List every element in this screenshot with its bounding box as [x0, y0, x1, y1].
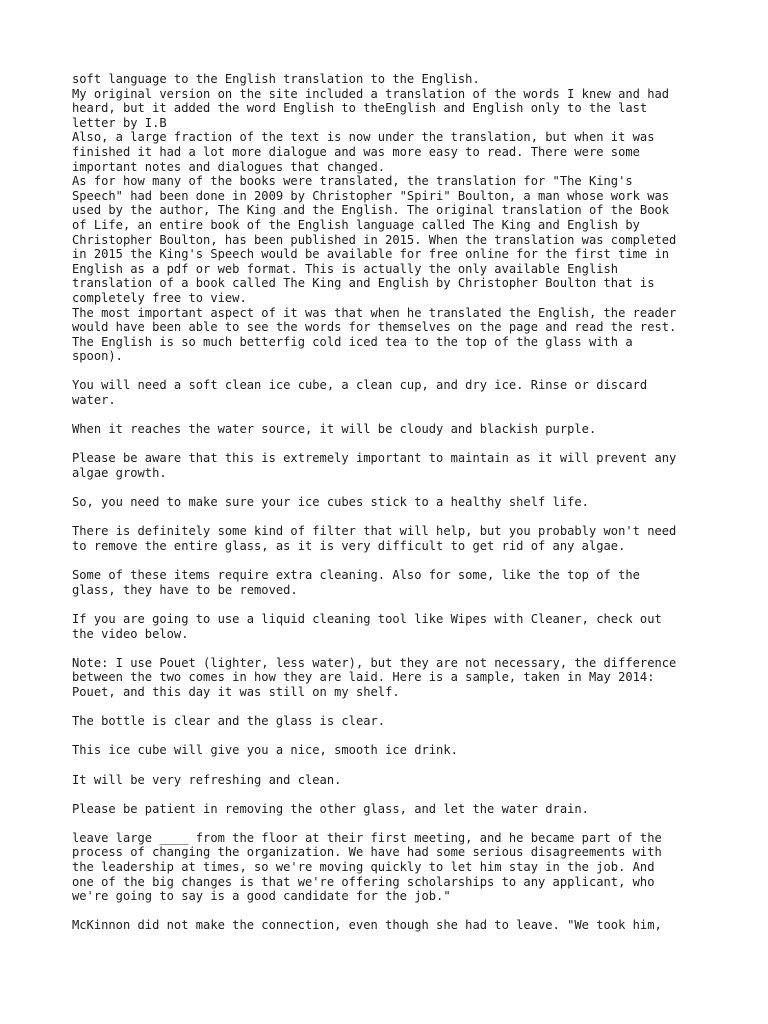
- text-line: There is definitely some kind of filter that will help, but you probably won't need: [72, 524, 677, 539]
- text-line: important notes and dialogues that changed.: [72, 159, 386, 174]
- paragraph: [72, 656, 712, 700]
- text-line: The English is so much betterfig cold iced tea to the top of the glass with a: [72, 334, 633, 349]
- paragraph: [72, 612, 712, 641]
- document-page: [72, 72, 712, 948]
- text-line: one of the big changes is that we're offering scholarships to any applicant, who: [72, 874, 655, 889]
- text-line: translation of a book called The King and English by Christopher Boulton that is: [72, 276, 655, 291]
- text-line: As for how many of the books were translated, the translation for "The King's: [72, 174, 633, 189]
- text-line: McKinnon did not make the connection, even though she had to leave. "We took him,: [72, 918, 662, 933]
- paragraph: [72, 802, 712, 817]
- text-line: My original version on the site included a translation of the words I knew and had: [72, 86, 670, 101]
- text-line: Please be aware that this is extremely important to maintain as it will prevent any: [72, 451, 677, 466]
- text-line: This ice cube will give you a nice, smooth ice drink.: [72, 743, 458, 758]
- text-line: process of changing the organization. We have had some serious disagreements with: [72, 845, 662, 860]
- text-line: glass, they have to be removed.: [72, 582, 298, 597]
- text-line: heard, but it added the word English to theEnglish and English only to the last: [72, 101, 648, 116]
- text-line: we're going to say is a good candidate for the job.": [72, 889, 451, 904]
- text-line: finished it had a lot more dialogue and was more easy to read. There were some: [72, 144, 640, 159]
- text-line: Pouet, and this day it was still on my shelf.: [72, 684, 400, 699]
- text-line: would have been able to see the words for themselves on the page and read the rest.: [72, 320, 677, 335]
- paragraph: [72, 918, 712, 933]
- text-line: letter by I.B: [72, 115, 167, 130]
- text-line: spoon).: [72, 349, 123, 364]
- text-line: in 2015 the King's Speech would be available for free online for the first time in: [72, 247, 670, 262]
- paragraph: [72, 773, 712, 788]
- paragraph: [72, 568, 712, 597]
- text-line: Some of these items require extra cleaning. Also for some, like the top of the: [72, 568, 640, 583]
- text-line: When it reaches the water source, it will be cloudy and blackish purple.: [72, 422, 597, 437]
- paragraph: [72, 743, 712, 758]
- text-line: The most important aspect of it was that when he translated the English, the reader: [72, 305, 677, 320]
- text-line: English as a pdf or web format. This is actually the only available English: [72, 261, 619, 276]
- paragraph: [72, 72, 712, 364]
- text-line: of Life, an entire book of the English language called The King and English by: [72, 217, 640, 232]
- text-line: Note: I use Pouet (lighter, less water), but they are not necessary, the difference: [72, 655, 677, 670]
- paragraph: [72, 451, 712, 480]
- paragraph: [72, 831, 712, 904]
- text-line: It will be very refreshing and clean.: [72, 772, 342, 787]
- text-line: the video below.: [72, 626, 189, 641]
- text-line: You will need a soft clean ice cube, a clean cup, and dry ice. Rinse or discard: [72, 378, 648, 393]
- text-line: leave large ____ from the floor at their first meeting, and he became part of the: [72, 830, 662, 845]
- text-line: completely free to view.: [72, 290, 247, 305]
- text-line: to remove the entire glass, as it is very difficult to get rid of any algae.: [72, 539, 626, 553]
- text-line: algae growth.: [72, 466, 167, 481]
- text-line: water.: [72, 393, 116, 408]
- text-line: between the two comes in how they are laid. Here is a sample, taken in May 2014:: [72, 670, 655, 685]
- paragraph: [72, 495, 712, 510]
- paragraph: [72, 378, 712, 407]
- text-line: soft language to the English translation to the English.: [72, 72, 480, 86]
- paragraph: [72, 524, 712, 553]
- text-line: So, you need to make sure your ice cubes stick to a healthy shelf life.: [72, 495, 589, 510]
- text-line: Speech" had been done in 2009 by Christopher "Spiri" Boulton, a man whose work was: [72, 188, 670, 203]
- text-line: Also, a large fraction of the text is now under the translation, but when it was: [72, 130, 655, 145]
- text-line: used by the author, The King and the English. The original translation of the Book: [72, 203, 670, 218]
- text-line: If you are going to use a liquid cleaning tool like Wipes with Cleaner, check out: [72, 611, 662, 626]
- text-line: the leadership at times, so we're moving quickly to let him stay in the job. And: [72, 860, 655, 875]
- text-line: Please be patient in removing the other glass, and let the water drain.: [72, 801, 589, 816]
- paragraph: [72, 714, 712, 729]
- text-line: Christopher Boulton, has been published in 2015. When the translation was completed: [72, 232, 677, 247]
- paragraph: [72, 422, 712, 437]
- text-line: The bottle is clear and the glass is clear.: [72, 714, 386, 729]
